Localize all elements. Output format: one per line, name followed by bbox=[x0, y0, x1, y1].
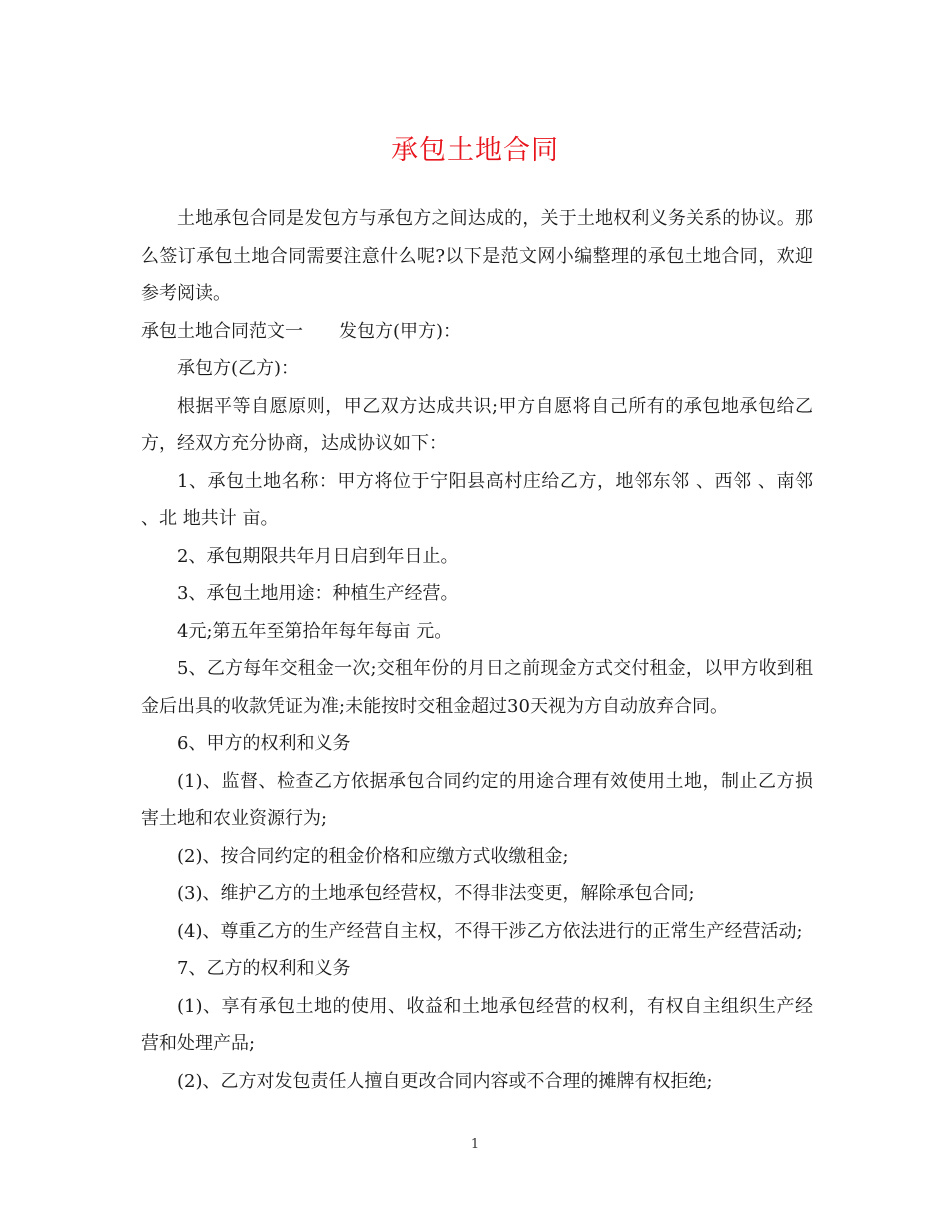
document-body bbox=[141, 200, 819, 1100]
clause-7-heading: 7、乙方的权利和义务 bbox=[177, 958, 351, 979]
clause-6-heading: 6、甲方的权利和义务 bbox=[177, 733, 351, 754]
clause-6-item-3: (3)、维护乙方的土地承包经营权，不得非法变更，解除承包合同; bbox=[177, 883, 695, 904]
clause-6-item-4: (4)、尊重乙方的生产经营自主权，不得干涉乙方依法进行的正常生产经营活动; bbox=[177, 920, 803, 942]
clause-6-item-1: (1)、监督、检查乙方依据承包合同约定的用途合理有效使用土地，制止乙方损害土地和农业资源行为; bbox=[141, 770, 813, 829]
paragraph-principle: 根据平等自愿原则，甲乙双方达成共识;甲方自愿将自己所有的承包地承包给乙方，经双方充分协商，达成协议如下： bbox=[141, 395, 813, 454]
clause-7-item-2: (2)、乙方对发包责任人擅自更改合同内容或不合理的摊牌有权拒绝; bbox=[177, 1070, 713, 1092]
page-number: 1 bbox=[470, 1137, 480, 1152]
clause-1: 1、承包土地名称：甲方将位于宁阳县高村庄给乙方，地邻东邻 、西邻 、南邻 、北 地共计 亩。 bbox=[141, 470, 819, 529]
clause-5: 5、乙方每年交租金一次;交租年份的月日之前现金方式交付租金，以甲方收到租金后出具的收款凭证为准;未能按时交租金超过30天视为方自动放弃合同。 bbox=[141, 658, 813, 717]
clause-7-item-1: (1)、享有承包土地的使用、收益和土地承包经营的权利，有权自主组织生产经营和处理产品; bbox=[141, 995, 813, 1054]
clause-4: 4元;第五年至第拾年每年每亩 元。 bbox=[177, 620, 453, 642]
paragraph-party-b: 承包方(乙方)： bbox=[177, 358, 300, 379]
paragraph-sample-heading: 承包土地合同范文一 发包方(甲方)： bbox=[141, 320, 462, 342]
document-title: 承包土地合同 bbox=[391, 135, 559, 166]
clause-6-item-2: (2)、按合同约定的租金价格和应缴方式收缴租金; bbox=[177, 845, 569, 867]
clause-2: 2、承包期限共年月日启到年日止。 bbox=[177, 545, 459, 567]
clause-3: 3、承包土地用途：种植生产经营。 bbox=[177, 583, 459, 604]
paragraph-intro: 土地承包合同是发包方与承包方之间达成的，关于土地权利义务关系的协议。那么签订承包土地合同需要注意什么呢?以下是范文网小编整理的承包土地合同，欢迎参考阅读。 bbox=[141, 208, 813, 304]
